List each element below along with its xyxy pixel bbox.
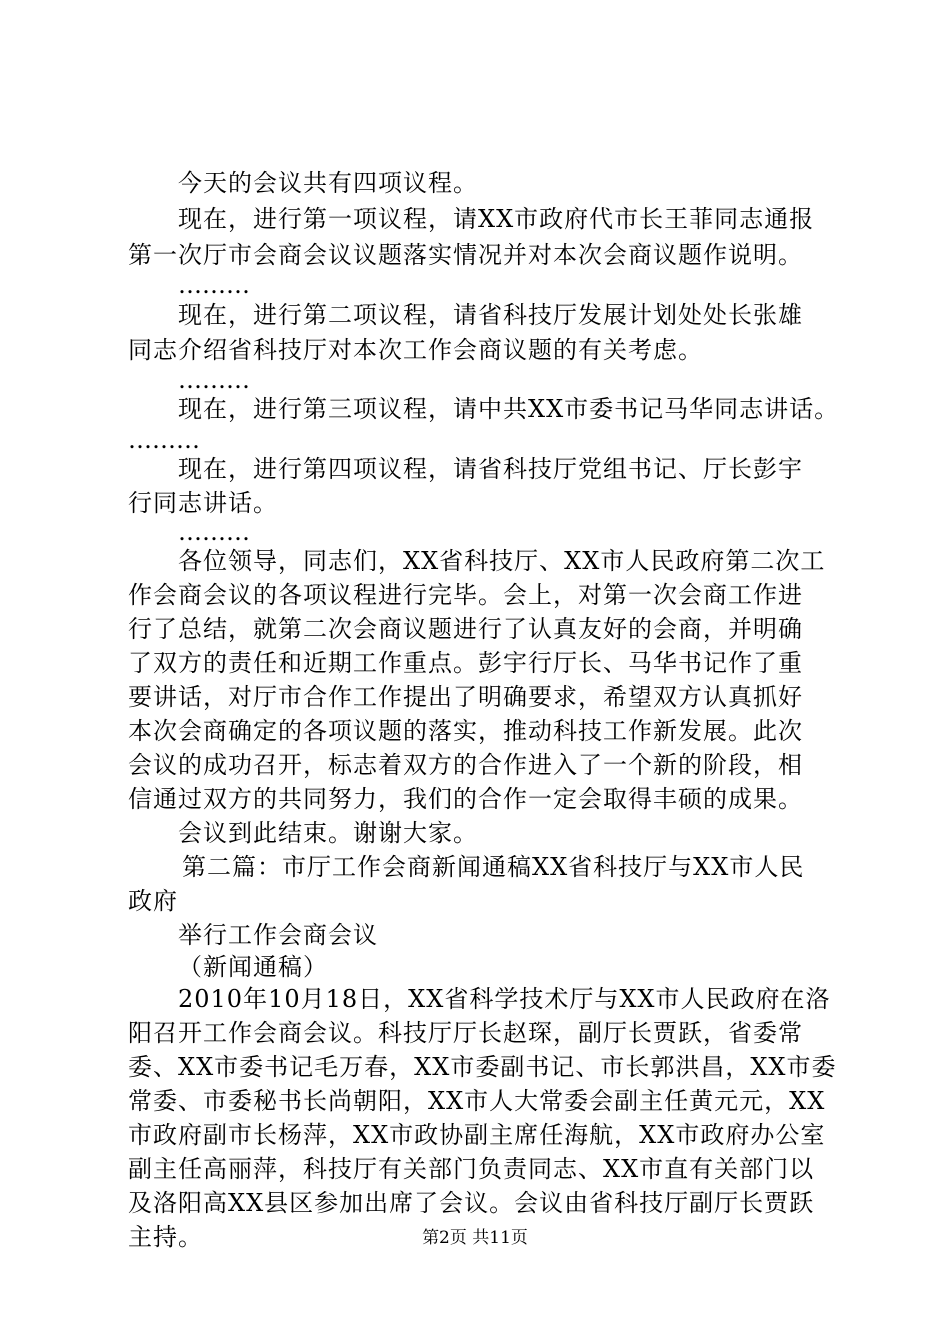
paragraph-line: 第一次厅市会商会议议题落实情况并对本次会商议题作说明。 (128, 241, 803, 269)
paragraph-line: 今天的会议共有四项议程。 (178, 169, 478, 197)
paragraph-line: 了双方的责任和近期工作重点。彭宇行厅长、马华书记作了重 (128, 649, 803, 677)
paragraph-line: 行同志讲话。 (128, 489, 278, 517)
ellipsis-line: ……… (178, 518, 250, 546)
paragraph-line: 及洛阳高XX县区参加出席了会议。会议由省科技厅副厅长贾跃 (128, 1189, 815, 1217)
paragraph-line: 主持。 (128, 1223, 203, 1251)
paragraph-line: 同志介绍省科技厅对本次工作会商议题的有关考虑。 (128, 336, 703, 364)
section-heading: 第二篇：市厅工作会商新闻通稿XX省科技厅与XX市人民 (182, 853, 805, 881)
paragraph-line: 现在，进行第四项议程，请省科技厅党组书记、厅长彭宇 (178, 455, 803, 483)
paragraph-line: 各位领导，同志们，XX省科技厅、XX市人民政府第二次工 (178, 547, 826, 575)
paragraph-line: 现在，进行第二项议程，请省科技厅发展计划处处长张雄 (178, 301, 803, 329)
paragraph-line: 现在，进行第三项议程，请中共XX市委书记马华同志讲话。 (178, 395, 840, 423)
ellipsis-line: ……… (178, 271, 250, 299)
page-number-footer: 第2页 共11页 (422, 1228, 528, 1248)
paragraph-line: 会议的成功召开，标志着双方的合作进入了一个新的阶段，相 (128, 751, 803, 779)
paragraph-line: 副主任高丽萍，科技厅有关部门负责同志、XX市直有关部门以 (128, 1155, 815, 1183)
paragraph-line: 作会商会议的各项议程进行完毕。会上，对第一次会商工作进 (128, 581, 803, 609)
paragraph-line: 行了总结，就第二次会商议题进行了认真友好的会商，并明确 (128, 615, 803, 643)
ellipsis-line: ……… (178, 366, 250, 394)
paragraph-line: 现在，进行第一项议程，请XX市政府代市长王菲同志通报 (178, 205, 815, 233)
paragraph-line: 会议到此结束。谢谢大家。 (178, 819, 478, 847)
section-heading: 政府 (128, 887, 178, 915)
paragraph-line: 市政府副市长杨萍，XX市政协副主席任海航，XX市政府办公室 (128, 1121, 826, 1149)
paragraph-line: 要讲话，对厅市合作工作提出了明确要求，希望双方认真抓好 (128, 683, 803, 711)
paragraph-line: 本次会商确定的各项议题的落实，推动科技工作新发展。此次 (128, 717, 803, 745)
ellipsis-line: ……… (128, 426, 200, 454)
paragraph-line: 常委、市委秘书长尚朝阳，XX市人大常委会副主任黄元元，XX (128, 1087, 826, 1115)
paragraph-line: 阳召开工作会商会议。科技厅厅长赵琛，副厅长贾跃，省委常 (128, 1019, 803, 1047)
paragraph-line: 委、XX市委书记毛万春，XX市委副书记、市长郭洪昌，XX市委 (128, 1053, 837, 1081)
paragraph-line: 信通过双方的共同努力，我们的合作一定会取得丰硕的成果。 (128, 785, 803, 813)
paragraph-line: 2010年10月18日，XX省科学技术厅与XX市人民政府在洛 (178, 985, 831, 1013)
article-title: 举行工作会商会议 (178, 921, 378, 949)
article-subtitle: （新闻通稿） (178, 953, 328, 981)
